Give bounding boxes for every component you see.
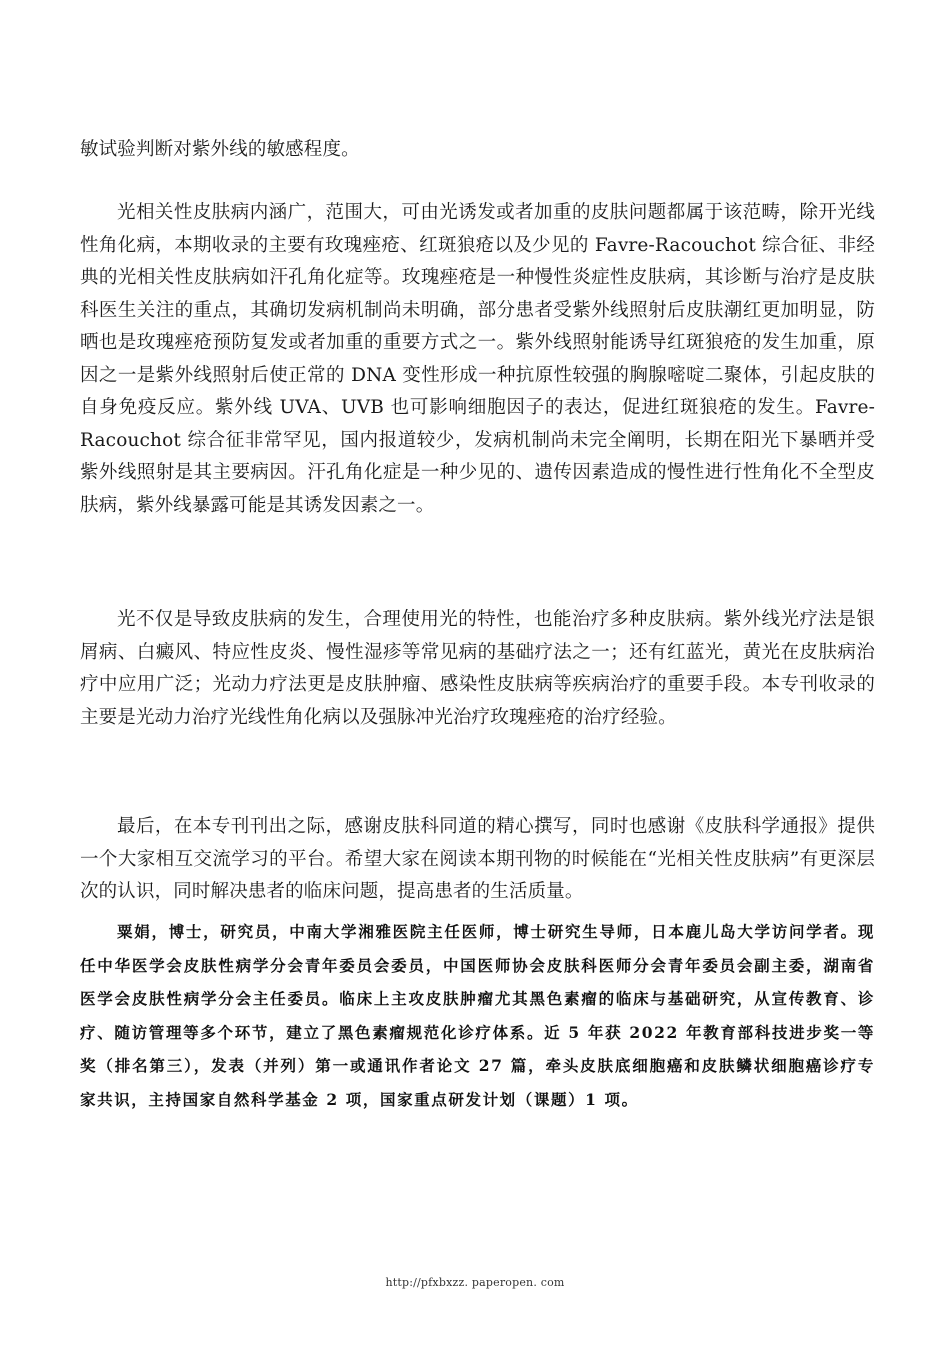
author-bio: 粟娟，博士，研究员，中南大学湘雅医院主任医师，博士研究生导师，日本鹿儿岛大学访问学者。现任中华医学会皮肤性病学分会青年委员会委员，中国医师协会皮肤科医师分会青年委员会副主委，湖南省医学会皮肤性病学分会主任委员。临床上主攻皮肤肿瘤尤其黑色素瘤的临床与基础研究，从宣传教育、诊疗、随访管理等多个环节，建立了黑色素瘤规范化诊疗体系。近 5 年获 2022 年教育部科技进步奖一等奖（排名第三），发表（并列）第一或通讯作者论文 27 篇，牵头皮肤底细胞癌和皮肤鳞状细胞癌诊疗专家共识，主持国家自然科学基金 2 项，国家重点研发计划（课题）1 项。	[80, 922, 875, 1109]
paragraph-continuation: 敏试验判断对紫外线的敏感程度。	[80, 139, 360, 160]
footer-url: http://pfxbxzz. paperopen. com	[385, 1276, 565, 1289]
paragraph-acknowledgement: 最后，在本专刊刊出之际，感谢皮肤科同道的精心撰写，同时也感谢《皮肤科学通报》提供一个大家相互交流学习的平台。希望大家在阅读本期刊物的时候能在“光相关性皮肤病”有更深层次的认识，同时解决患者的临床问题，提高患者的生活质量。	[80, 816, 875, 902]
paragraph-photosensitive-diseases: 光相关性皮肤病内涵广，范围大，可由光诱发或者加重的皮肤问题都属于该范畴，除开光线性角化病，本期收录的主要有玫瑰痤疮、红斑狼疮以及少见的 Favre-Racouchot 综合征、非经典的光相关性皮肤病如汗孔角化症等。玫瑰痤疮是一种慢性炎症性皮肤病，其诊断与治疗是皮肤科医生关注的重点，其确切发病机制尚未明确，部分患者受紫外线照射后皮肤潮红更加明显，防晒也是玫瑰痤疮预防复发或者加重的重要方式之一。紫外线照射能诱导红斑狼疮的发生加重，原因之一是紫外线照射后使正常的 DNA 变性形成一种抗原性较强的胸腺嘧啶二聚体，引起皮肤的自身免疫反应。紫外线 UVA、UVB 也可影响细胞因子的表达，促进红斑狼疮的发生。Favre-Racouchot 综合征非常罕见，国内报道较少，发病机制尚未完全阐明，长期在阳光下暴晒并受紫外线照射是其主要病因。汗孔角化症是一种少见的、遗传因素造成的慢性进行性角化不全型皮肤病，紫外线暴露可能是其诱发因素之一。	[80, 202, 875, 516]
paragraph-light-therapy: 光不仅是导致皮肤病的发生，合理使用光的特性，也能治疗多种皮肤病。紫外线光疗法是银屑病、白癜风、特应性皮炎、慢性湿疹等常见病的基础疗法之一；还有红蓝光，黄光在皮肤病治疗中应用广泛；光动力疗法更是皮肤肿瘤、感染性皮肤病等疾病治疗的重要手段。本专刊收录的主要是光动力治疗光线性角化病以及强脉冲光治疗玫瑰痤疮的治疗经验。	[80, 609, 875, 728]
